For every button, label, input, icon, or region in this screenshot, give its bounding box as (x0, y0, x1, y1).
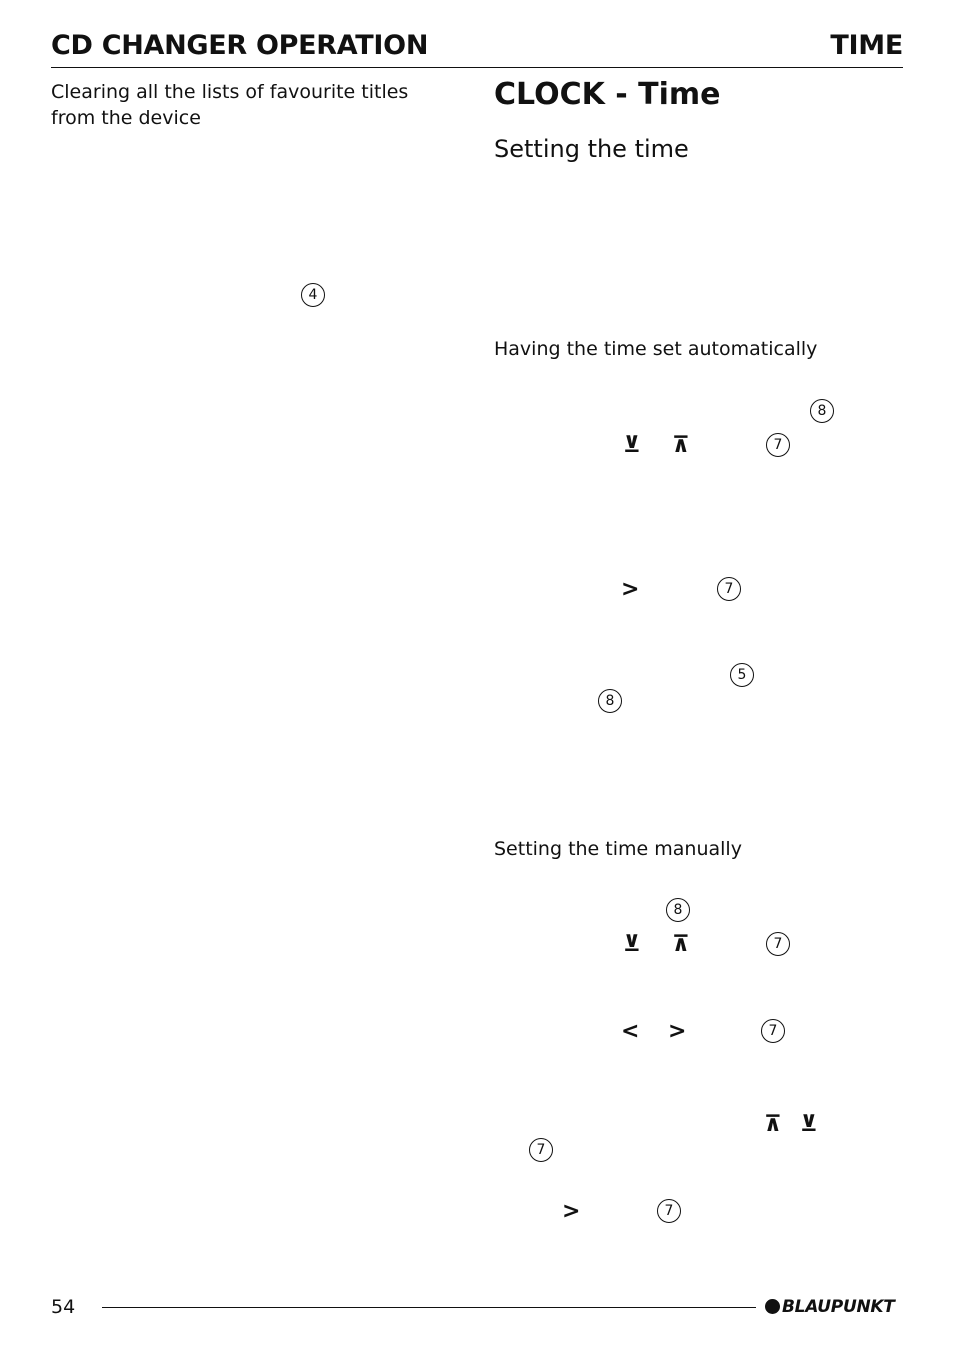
right-arrow-icon: > (621, 577, 640, 602)
page-title: CLOCK - Time (494, 77, 721, 112)
callout-7: 7 (657, 1199, 681, 1223)
callout-7: 7 (529, 1138, 553, 1162)
footer-rule (102, 1307, 756, 1308)
brand-name: BLAUPUNKT (782, 1297, 895, 1317)
up-arrow-icon: ⊼ (672, 433, 690, 458)
header-rule (51, 67, 903, 68)
manual-heading: Setting the time manually (494, 838, 742, 860)
down-arrow-icon: ⊻ (623, 433, 641, 458)
down-arrow-icon: ⊻ (623, 932, 641, 957)
left-arrow-icon: < (621, 1019, 640, 1044)
right-arrow-icon: > (668, 1019, 687, 1044)
section-title: CD CHANGER OPERATION (51, 30, 429, 61)
callout-8: 8 (666, 898, 690, 922)
chapter-title: TIME (830, 30, 903, 61)
callout-7: 7 (761, 1019, 785, 1043)
brand-logo (765, 1297, 895, 1317)
left-subheading: Clearing all the lists of favourite titles from the device (51, 81, 409, 129)
callout-7: 7 (766, 932, 790, 956)
up-arrow-icon: ⊼ (764, 1112, 782, 1137)
down-arrow-icon: ⊻ (800, 1112, 818, 1137)
up-arrow-icon: ⊼ (672, 932, 690, 957)
callout-8: 8 (810, 399, 834, 423)
logo-dot-icon (765, 1299, 780, 1314)
page-subtitle: Setting the time (494, 135, 689, 163)
callout-7: 7 (766, 433, 790, 457)
callout-7: 7 (717, 577, 741, 601)
callout-8: 8 (598, 689, 622, 713)
callout-5: 5 (730, 663, 754, 687)
right-arrow-icon: > (562, 1199, 581, 1224)
auto-heading: Having the time set automatically (494, 338, 818, 360)
callout-4: 4 (301, 283, 325, 307)
page-number: 54 (51, 1296, 76, 1318)
